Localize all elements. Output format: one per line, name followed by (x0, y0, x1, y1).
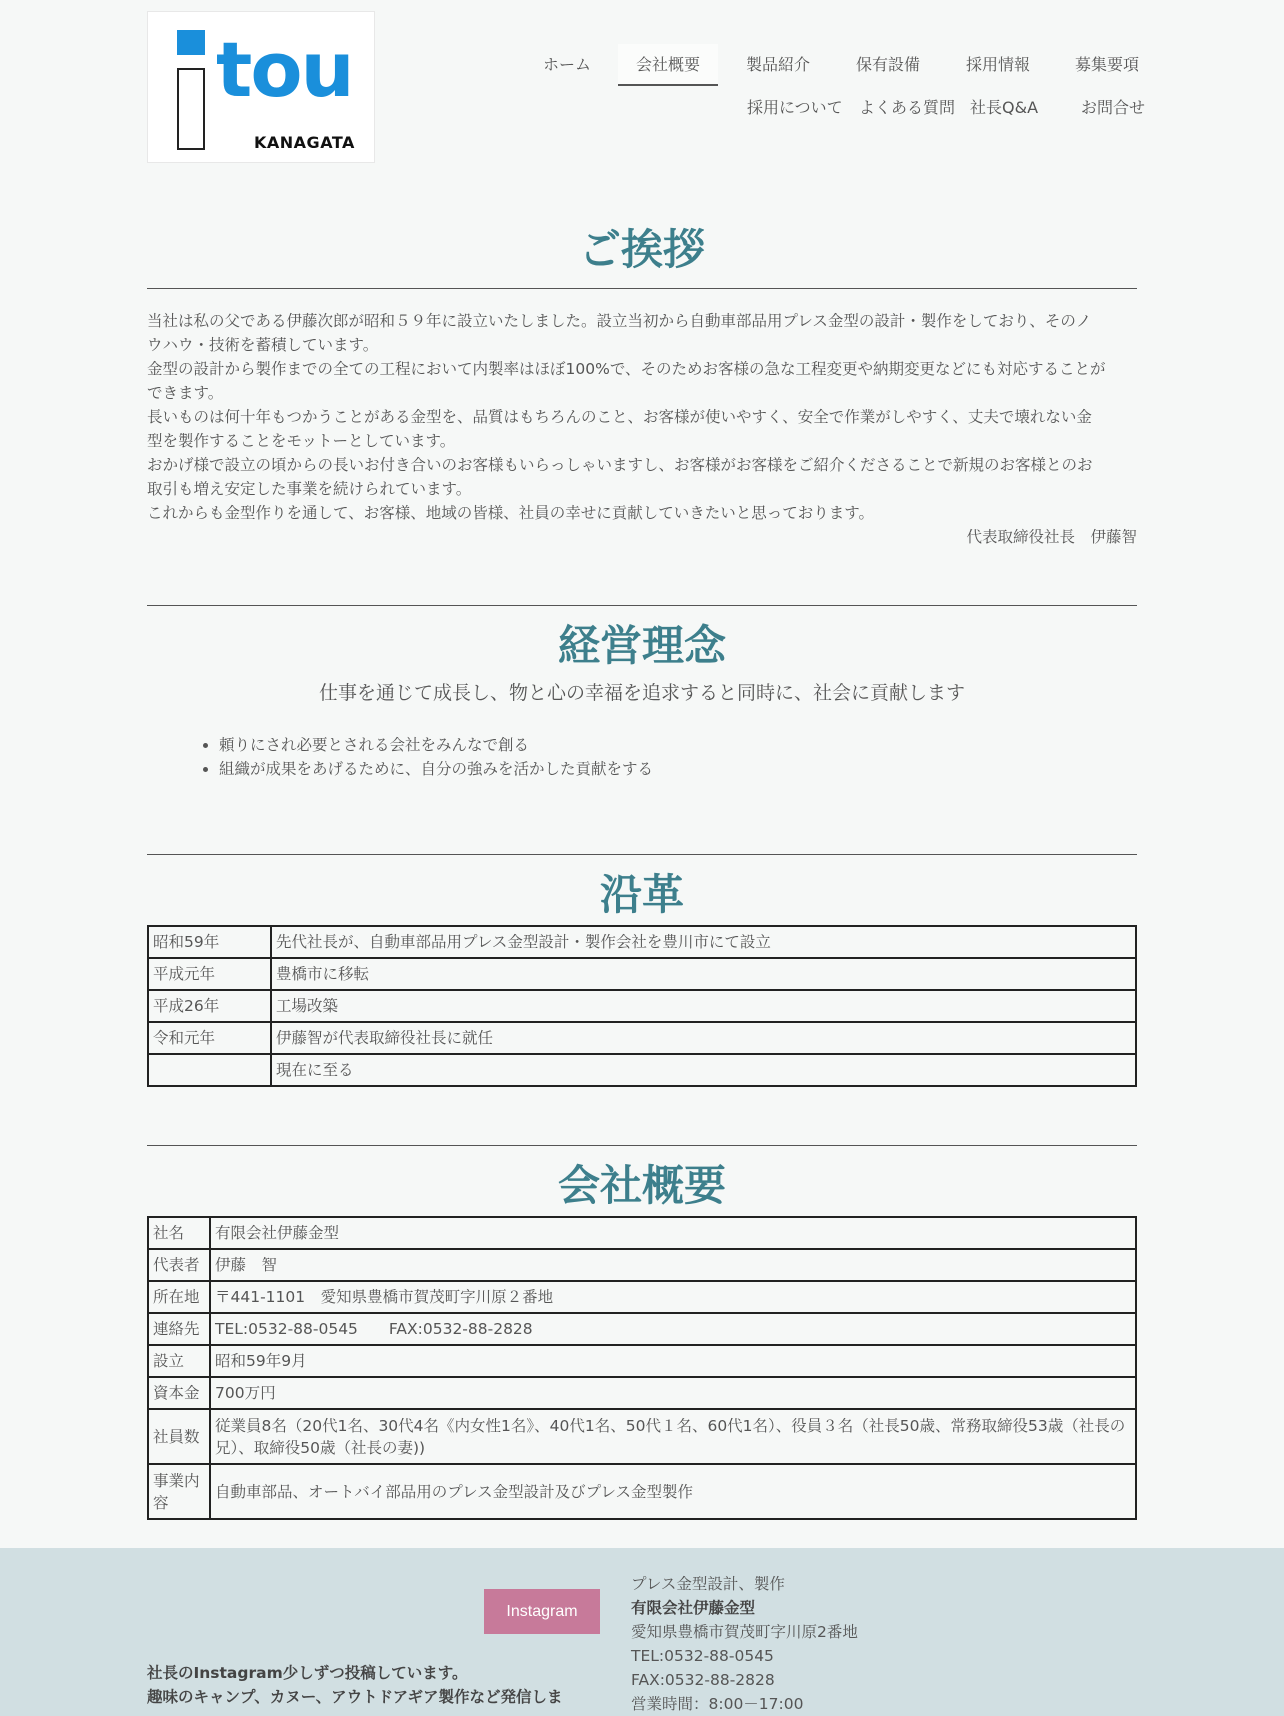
profile-value: 有限会社伊藤金型 (210, 1217, 1136, 1249)
philosophy-divider (147, 605, 1137, 606)
profile-value: 〒441-1101 愛知県豊橋市賀茂町字川原２番地 (210, 1281, 1136, 1313)
profile-title: 会社概要 (557, 1161, 726, 1210)
greeting-line: 取引も増え安定した事業を続けられています。 (147, 480, 472, 498)
profile-label: 資本金 (148, 1377, 210, 1409)
table-row (148, 1217, 1136, 1249)
table-row (148, 1249, 1136, 1281)
list-item: • 頼りにされ必要とされる会社をみんなで創る (219, 733, 653, 757)
footer-fax: FAX:0532-88-2828 (631, 1671, 775, 1689)
table-row (148, 1409, 1136, 1464)
greeting-line: 当社は私の父である伊藤次郎が昭和５９年に設立いたしました。設立当初から自動車部品用プレス金型の設計・製作をしており、そのノ (147, 312, 1092, 330)
philosophy-title: 経営理念 (557, 621, 726, 670)
greeting-line: できます。 (147, 384, 224, 402)
profile-label: 所在地 (148, 1281, 210, 1313)
history-year (148, 1054, 271, 1086)
table-row (148, 990, 1136, 1022)
profile-label: 社名 (148, 1217, 210, 1249)
profile-label: 社員数 (148, 1409, 210, 1464)
table-row (148, 1054, 1136, 1086)
nav-faq[interactable]: よくある質問 (859, 98, 956, 117)
history-divider (147, 854, 1137, 855)
profile-value: 伊藤 智 (210, 1249, 1136, 1281)
greeting-divider (147, 288, 1137, 289)
profile-value: 700万円 (210, 1377, 1136, 1409)
instagram-description (147, 1661, 587, 1709)
history-table (147, 925, 1137, 1087)
table-row (148, 1281, 1136, 1313)
nav-recruit-info[interactable]: 採用情報 (966, 55, 1031, 74)
greeting-line: おかげ様で設立の頃からの長いお付き合いのお客様もいらっしゃいますし、お客様がお客様をご紹介くださることで新規のお客様とのお (147, 456, 1093, 474)
history-year: 令和元年 (148, 1022, 271, 1054)
history-title: 沿革 (599, 870, 684, 919)
logo-word: tou (216, 25, 353, 114)
greeting-line: これからも金型作りを通して、お客様、地域の皆様、社員の幸せに貢献していきたいと思っております。 (147, 504, 874, 522)
history-event: 豊橋市に移転 (271, 958, 1136, 990)
nav-job-listing[interactable]: 募集要項 (1075, 55, 1140, 74)
logo-bar-icon (177, 68, 205, 150)
profile-value: 昭和59年9月 (210, 1345, 1136, 1377)
nav-equipment[interactable]: 保有設備 (856, 55, 921, 74)
history-event: 工場改築 (271, 990, 1136, 1022)
profile-label: 代表者 (148, 1249, 210, 1281)
profile-label: 連絡先 (148, 1313, 210, 1345)
history-event: 伊藤智が代表取締役社長に就任 (271, 1022, 1136, 1054)
footer-business: プレス金型設計、製作 (631, 1575, 785, 1593)
greeting-line: 型を製作することをモットーとしています。 (147, 432, 456, 450)
table-row (148, 1022, 1136, 1054)
history-event: 先代社長が、自動車部品用プレス金型設計・製作会社を豊川市にて設立 (271, 926, 1136, 958)
history-year: 平成元年 (148, 958, 271, 990)
nav-contact[interactable]: お問合せ (1081, 98, 1146, 117)
profile-value: 従業員8名（20代1名、30代4名《内女性1名》、40代1名、50代１名、60代1名）、役員３名（社長50歳、常務取締役53歳（社長の兄）、取締役50歳（社長の妻)) (210, 1409, 1136, 1464)
company-logo[interactable] (147, 11, 375, 163)
instagram-line: 社長のInstagram少しずつ投稿しています。 (147, 1664, 468, 1682)
greeting-line: 金型の設計から製作までの全ての工程において内製率はほぼ100%で、そのためお客様の急な工程変更や納期変更などにも対応することが (147, 360, 1106, 378)
footer-tel: TEL:0532-88-0545 (631, 1647, 774, 1665)
logo-square-icon (177, 30, 205, 55)
nav-about-recruit[interactable]: 採用について (747, 98, 843, 117)
instagram-line: 趣味のキャンプ、カヌー、アウトドアギア製作など発信しま (147, 1688, 563, 1706)
table-row (148, 1313, 1136, 1345)
greeting-body (147, 309, 1137, 525)
list-item: • 組織が成果をあげるために、自分の強みを活かした貢献をする (219, 757, 653, 781)
philosophy-list (219, 733, 653, 781)
table-row (148, 1377, 1136, 1409)
table-row (148, 926, 1136, 958)
history-event: 現在に至る (271, 1054, 1136, 1086)
table-row (148, 958, 1136, 990)
profile-divider (147, 1145, 1137, 1146)
footer-company-name: 有限会社伊藤金型 (631, 1599, 756, 1617)
greeting-line: ウハウ・技術を蓄積しています。 (147, 336, 379, 354)
greeting-line: 長いものは何十年もつかうことがある金型を、品質はもちろんのこと、お客様が使いやすく、安全で作業がしやすく、丈夫で壊れない金 (147, 408, 1092, 426)
greeting-title: ご挨拶 (578, 225, 705, 274)
nav-company[interactable]: 会社概要 (618, 44, 718, 86)
history-year: 昭和59年 (148, 926, 271, 958)
footer-company-info (631, 1572, 858, 1716)
table-row (148, 1345, 1136, 1377)
nav-home[interactable]: ホーム (543, 55, 592, 74)
footer-hours: 営業時間：8:00－17:00 (631, 1695, 804, 1713)
profile-label: 設立 (148, 1345, 210, 1377)
greeting-signature: 代表取締役社長 伊藤智 (966, 528, 1137, 546)
nav-president-qa[interactable]: 社長Q&A (970, 98, 1039, 117)
table-row (148, 1464, 1136, 1519)
philosophy-motto: 仕事を通じて成長し、物と心の幸福を追求すると同時に、社会に貢献します (318, 682, 965, 704)
logo-sub: KANAGATA (254, 133, 355, 152)
nav-products[interactable]: 製品紹介 (746, 55, 811, 74)
profile-label: 事業内容 (148, 1464, 210, 1519)
profile-value: TEL:0532-88-0545 FAX:0532-88-2828 (210, 1313, 1136, 1345)
footer-address: 愛知県豊橋市賀茂町字川原2番地 (631, 1623, 858, 1641)
profile-table (147, 1216, 1137, 1520)
instagram-button[interactable]: Instagram (484, 1589, 600, 1634)
history-year: 平成26年 (148, 990, 271, 1022)
profile-value: 自動車部品、オートバイ部品用のプレス金型設計及びプレス金型製作 (210, 1464, 1136, 1519)
